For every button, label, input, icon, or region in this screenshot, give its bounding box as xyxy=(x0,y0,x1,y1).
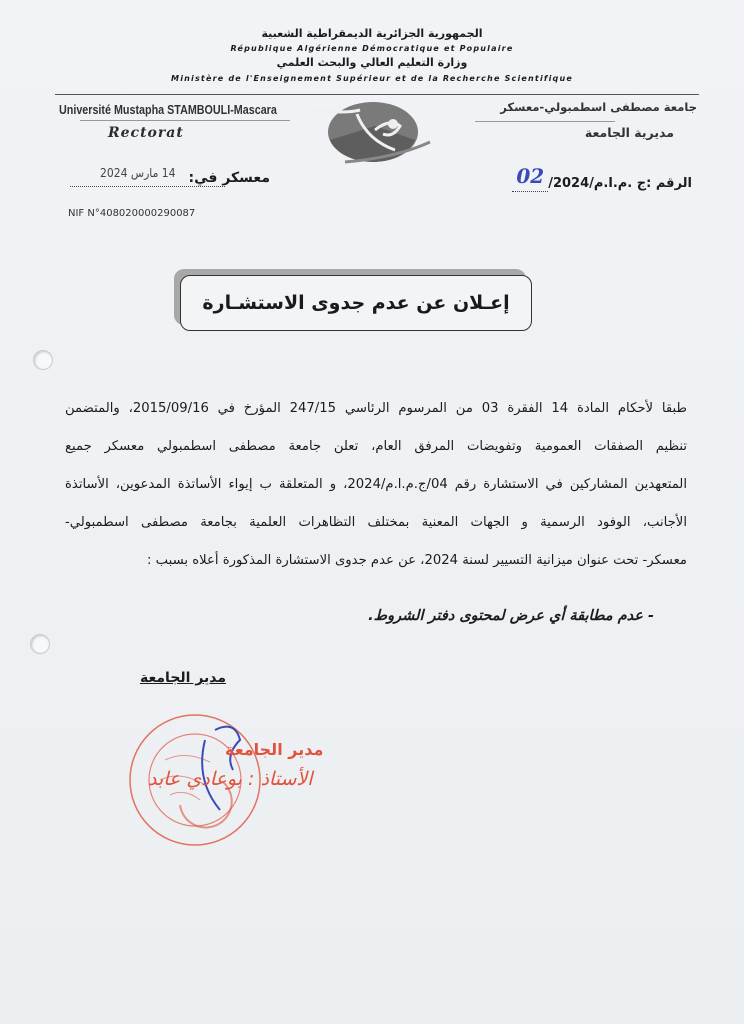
divider xyxy=(80,120,290,121)
nif-number: NIF N°408020000290087 xyxy=(68,208,196,219)
punch-hole xyxy=(30,634,50,654)
university-logo-icon xyxy=(305,100,445,175)
date-value: 14 مارس 2024 xyxy=(100,166,176,180)
reference-handwritten xyxy=(512,164,548,192)
header-divider xyxy=(55,94,699,95)
reference-label: الرقم : xyxy=(646,176,692,191)
ministry-french: Ministère de l'Enseignement Supérieur et de la Recherche Scientifique xyxy=(171,74,573,83)
university-name-french: Université Mustapha STAMBOULI-Mascara xyxy=(59,103,277,117)
date-label: معسكر في: xyxy=(188,170,270,186)
republic-french: République Algérienne Démocratique et Populaire xyxy=(230,44,514,53)
directorate-arabic: مديرية الجامعة xyxy=(584,125,674,140)
stamp-name: الأستاذ : بوعادي عابد xyxy=(148,768,313,790)
body-line: تنظيم الصفقات العمومية وتفويضات المرفق العام، تعلن جامعة مصطفى اسطمبولي معسكر جميع xyxy=(65,439,687,454)
body-line: معسكر- تحت عنوان ميزانية التسيير لسنة 2024، عن عدم جدوى الاستشارة المذكورة أعلاه بسبب : xyxy=(147,553,687,568)
announcement-title-box xyxy=(180,275,532,331)
body-line: الأجانب، الوفود الرسمية و الجهات المعنية بمختلف التظاهرات العلمية بجامعة مصطفى اسطمبولي- xyxy=(65,515,687,530)
reason-item: - عدم مطابقة أي عرض لمحتوى دفتر الشروط. xyxy=(368,608,654,624)
date-dotted-line xyxy=(70,186,225,187)
reference-suffix: /ج .م.ا.م/2024 xyxy=(548,176,647,191)
date-field xyxy=(70,166,270,190)
stamp-title: مدير الجامعة xyxy=(225,740,324,759)
reference-number xyxy=(512,164,692,192)
signatory-title: مدير الجامعة xyxy=(140,670,227,686)
body-line: طبقا لأحكام المادة 14 الفقرة 03 من المرسوم الرئاسي 247/15 المؤرخ في 2015/09/16، والمتضمن xyxy=(65,401,688,416)
republic-arabic: الجمهورية الجزائرية الديمقراطية الشعبية xyxy=(261,27,483,40)
rectorat-label: Rectorat xyxy=(108,125,184,141)
ministry-arabic: وزارة التعليم العالي والبحث العلمي xyxy=(276,56,468,69)
announcement-body xyxy=(65,390,687,580)
handwritten-number: 02 xyxy=(516,164,545,188)
body-line: المتعهدين المشاركين في الاستشارة رقم 04/ج.م.ا.م/2024، و المتعلقة ب إيواء الأساتذة المدعوين، الأساتذة xyxy=(65,477,687,492)
divider xyxy=(475,121,615,122)
announcement-title: إعـلان عن عدم جدوى الاستشـارة xyxy=(202,292,510,314)
university-name-arabic: جامعة مصطفى اسطمبولي-معسكر xyxy=(500,100,697,114)
punch-hole xyxy=(33,350,53,370)
